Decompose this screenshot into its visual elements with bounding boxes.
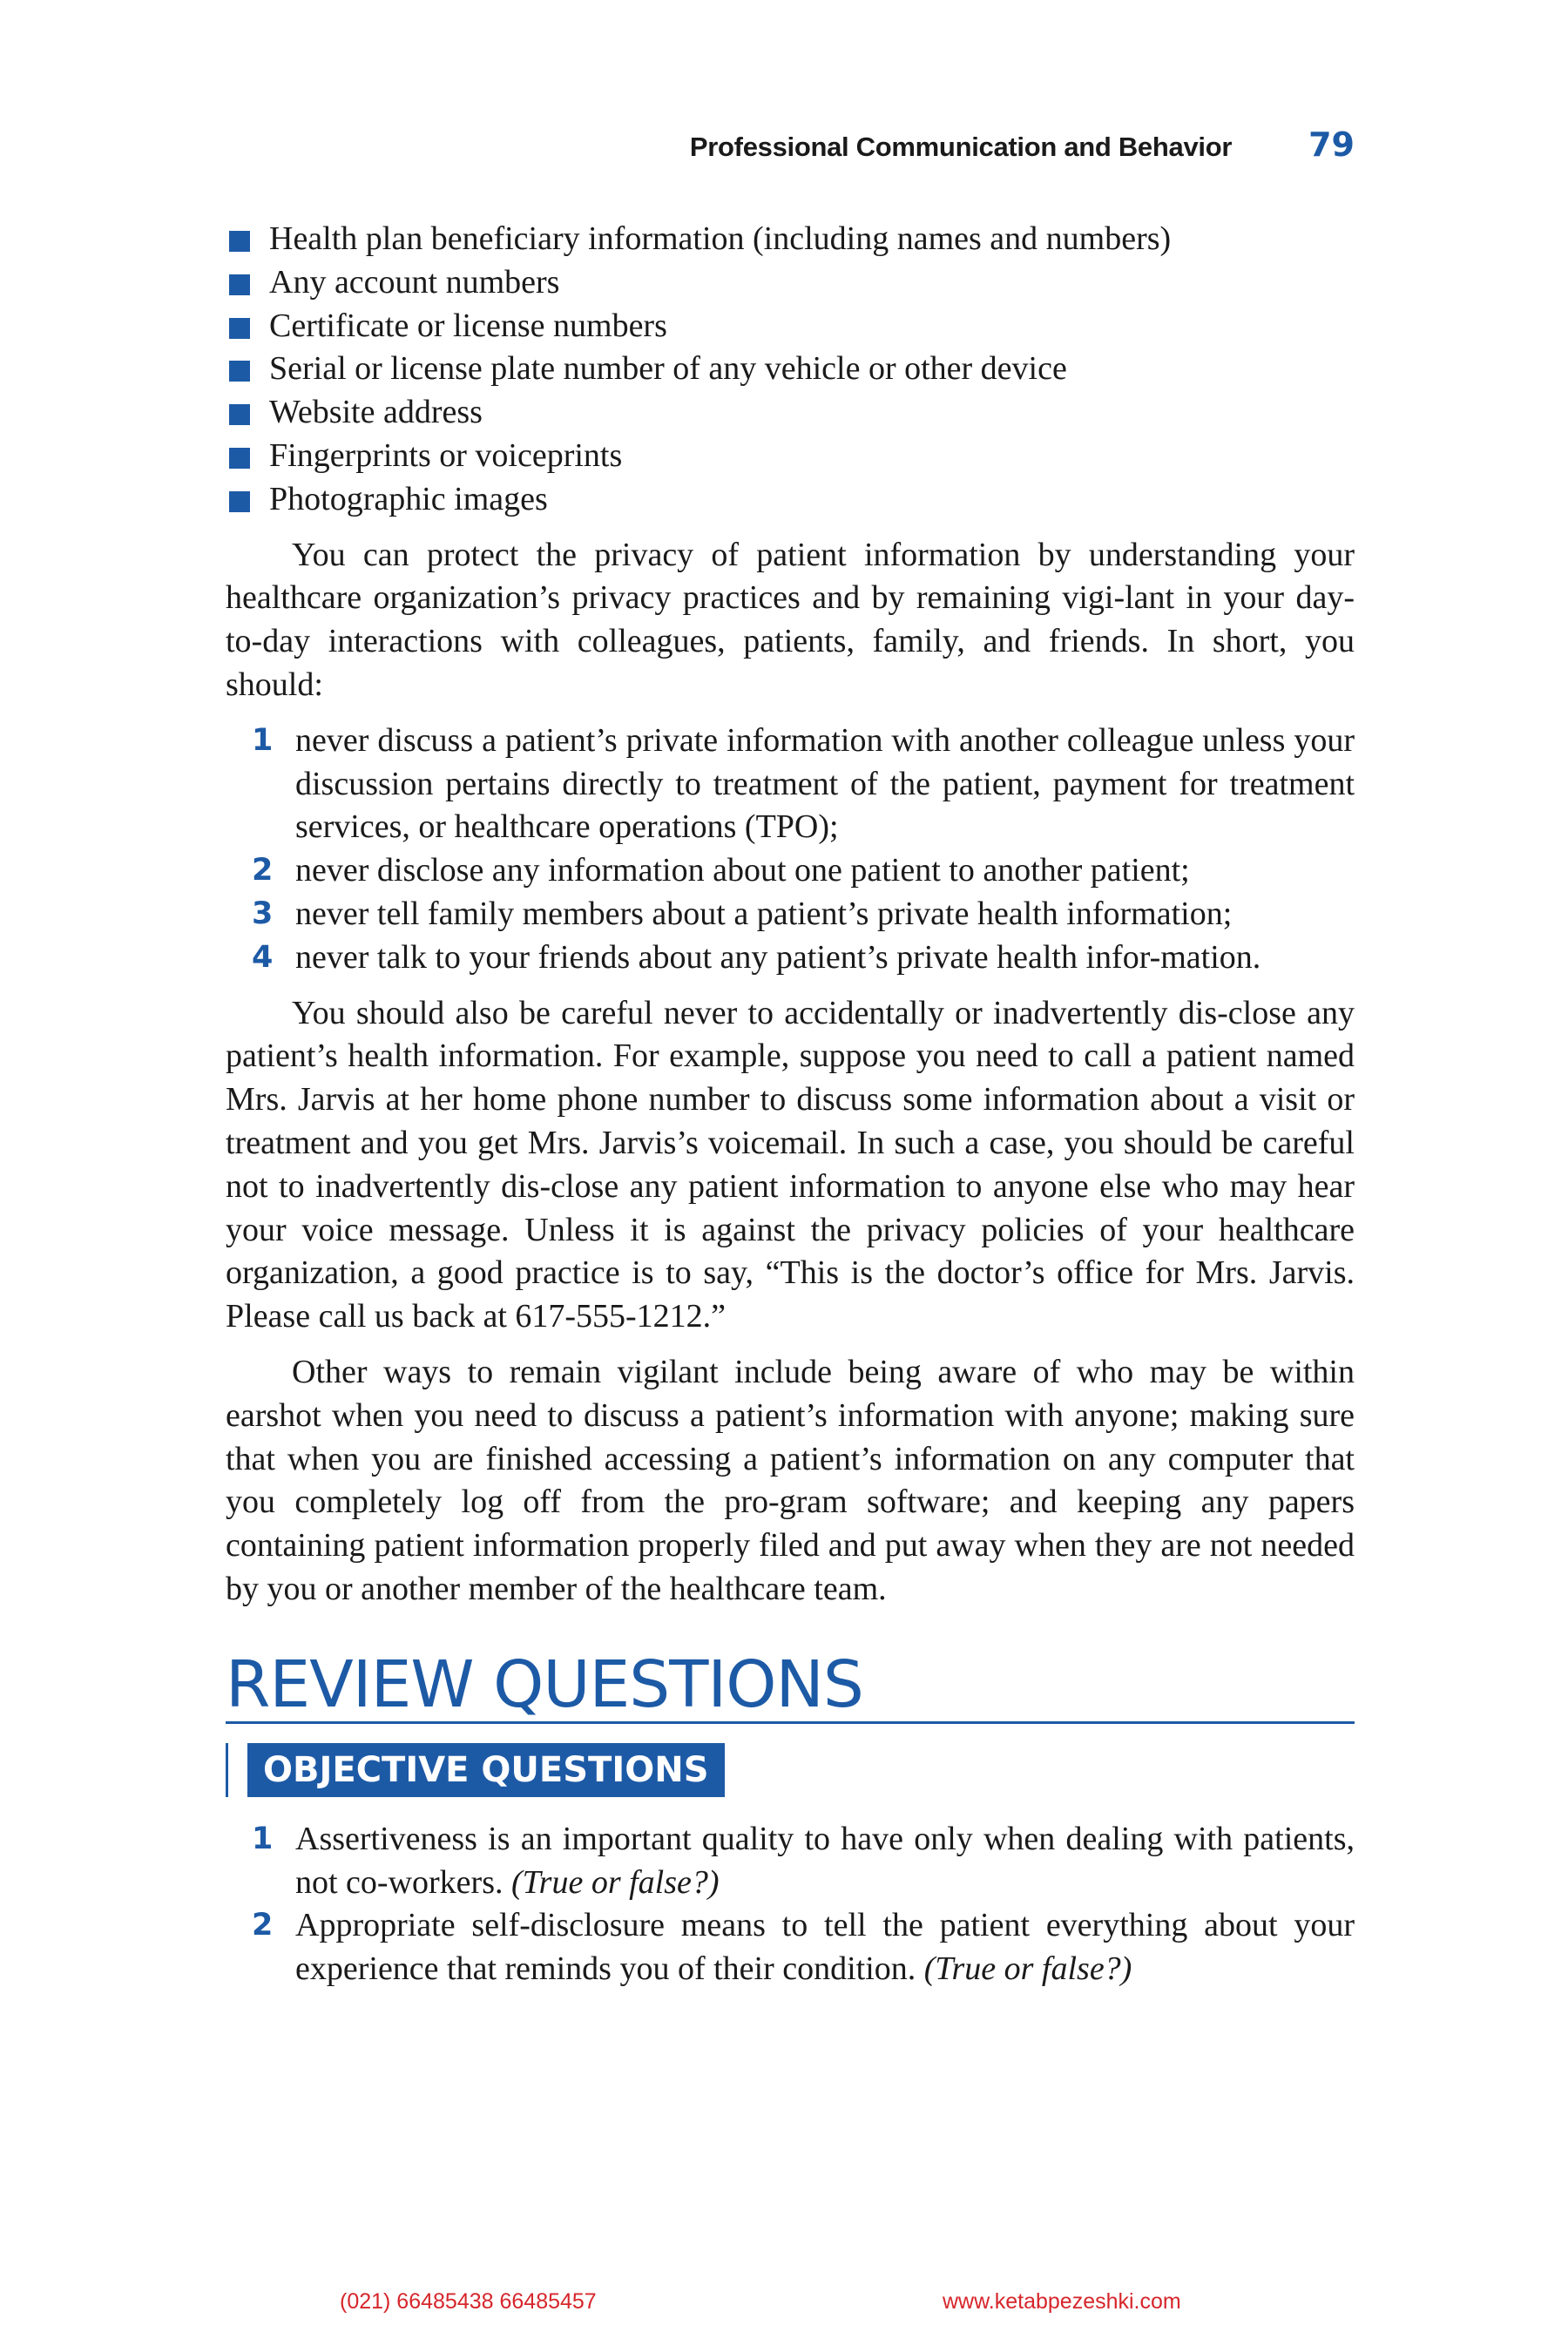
bullet-item — [226, 348, 1355, 391]
bullet-item — [226, 305, 1355, 348]
bullet-text: Any account numbers — [269, 263, 560, 301]
bullet-text: Certificate or license numbers — [269, 307, 667, 344]
numbered-item — [226, 936, 1355, 980]
objective-questions-banner — [226, 1743, 1355, 1797]
question-number: 2 — [252, 1908, 274, 1943]
question-tag: (True or false?) — [923, 1950, 1132, 1988]
item-text: never tell family members about a patient’s private health information; — [295, 895, 1233, 932]
square-bullet-icon — [229, 274, 250, 295]
running-header — [690, 125, 1355, 164]
question-number: 1 — [252, 1821, 274, 1856]
page-content — [226, 218, 1355, 1991]
footer-phone: (021) 66485438 66485457 — [340, 2289, 597, 2314]
bullet-item — [226, 478, 1355, 522]
item-number: 3 — [252, 896, 274, 931]
numbered-item — [226, 849, 1355, 893]
page-number: 79 — [1308, 125, 1355, 164]
bullet-item — [226, 218, 1355, 261]
footer-url[interactable]: www.ketabpezeshki.com — [943, 2289, 1181, 2314]
bullet-text: Fingerprints or voiceprints — [269, 436, 623, 474]
numbered-item — [226, 893, 1355, 936]
question-tag: (True or false?) — [510, 1863, 720, 1901]
objective-questions-label: OBJECTIVE QUESTIONS — [247, 1743, 725, 1797]
question-text: Appropriate self-disclosure means to tell the patient everything about your experience that reminds you of their condition. — [295, 1907, 1355, 1988]
item-number: 2 — [252, 853, 274, 889]
square-bullet-icon — [229, 231, 250, 252]
question-list — [226, 1818, 1355, 1991]
square-bullet-icon — [229, 318, 250, 339]
paragraph-privacy-practices: You can protect the privacy of patient information by understanding your healthcare organization’s privacy practices and by remaining vigi-lant in your day-to-day interactions with colleagues, patients, family, and friends. In short, you should: — [226, 536, 1355, 703]
square-bullet-icon — [229, 491, 250, 512]
paragraph-careful-disclosure: You should also be careful never to accidentally or inadvertently dis-close any patient’s health information. For example, suppose you need to call a patient named Mrs. Jarvis at her home phone number to discuss some information about a visit or treatment and you get Mrs. Jarvis’s voicemail. In such a case, you should be careful not to inadvertently dis-close any patient information to anyone else who may hear your voice message. Unless it is against the privacy policies of your healthcare organization, a good practice is to say, “This is the doctor’s office for Mrs. Jarvis. Please call us back at 617-555-1212.” — [226, 994, 1355, 1335]
numbered-list — [226, 720, 1355, 980]
question-text: Assertiveness is an important quality to have only when dealing with patients, not co-workers. — [295, 1820, 1355, 1901]
bullet-item — [226, 391, 1355, 435]
square-bullet-icon — [229, 448, 250, 469]
review-questions-heading: REVIEW QUESTIONS — [226, 1648, 1355, 1724]
paragraph-remain-vigilant: Other ways to remain vigilant include being aware of who may be within earshot when you need to discuss a patient’s information with anyone; making sure that when you are finished accessing a patient’s information on any computer that you completely log off from the pro-gram software; and keeping any papers containing patient information properly filed and put away when they are not needed by you or another member of the healthcare team. — [226, 1353, 1355, 1607]
item-text: never talk to your friends about any patient’s private health infor-mation. — [295, 938, 1261, 976]
bullet-item — [226, 261, 1355, 305]
bullet-text: Health plan beneficiary information (including names and numbers) — [269, 220, 1172, 257]
bullet-list — [226, 218, 1355, 522]
numbered-item — [226, 720, 1355, 849]
square-bullet-icon — [229, 361, 250, 382]
banner-rule — [226, 1743, 228, 1797]
bullet-text: Website address — [269, 394, 483, 431]
question-item — [226, 1818, 1355, 1905]
bullet-text: Photographic images — [269, 480, 548, 517]
square-bullet-icon — [229, 404, 250, 425]
item-text: never disclose any information about one patient to another patient; — [295, 852, 1190, 889]
item-number: 1 — [252, 722, 274, 758]
item-text: never discuss a patient’s private information with another colleague unless your discussion pertains directly to treatment of the patient, payment for treatment services, or healthcare operations (TPO); — [295, 721, 1355, 846]
running-header-title: Professional Communication and Behavior — [689, 132, 1233, 162]
bullet-item — [226, 435, 1355, 478]
item-number: 4 — [252, 939, 274, 975]
bullet-text: Serial or license plate number of any vehicle or other device — [269, 350, 1067, 388]
question-item — [226, 1904, 1355, 1991]
